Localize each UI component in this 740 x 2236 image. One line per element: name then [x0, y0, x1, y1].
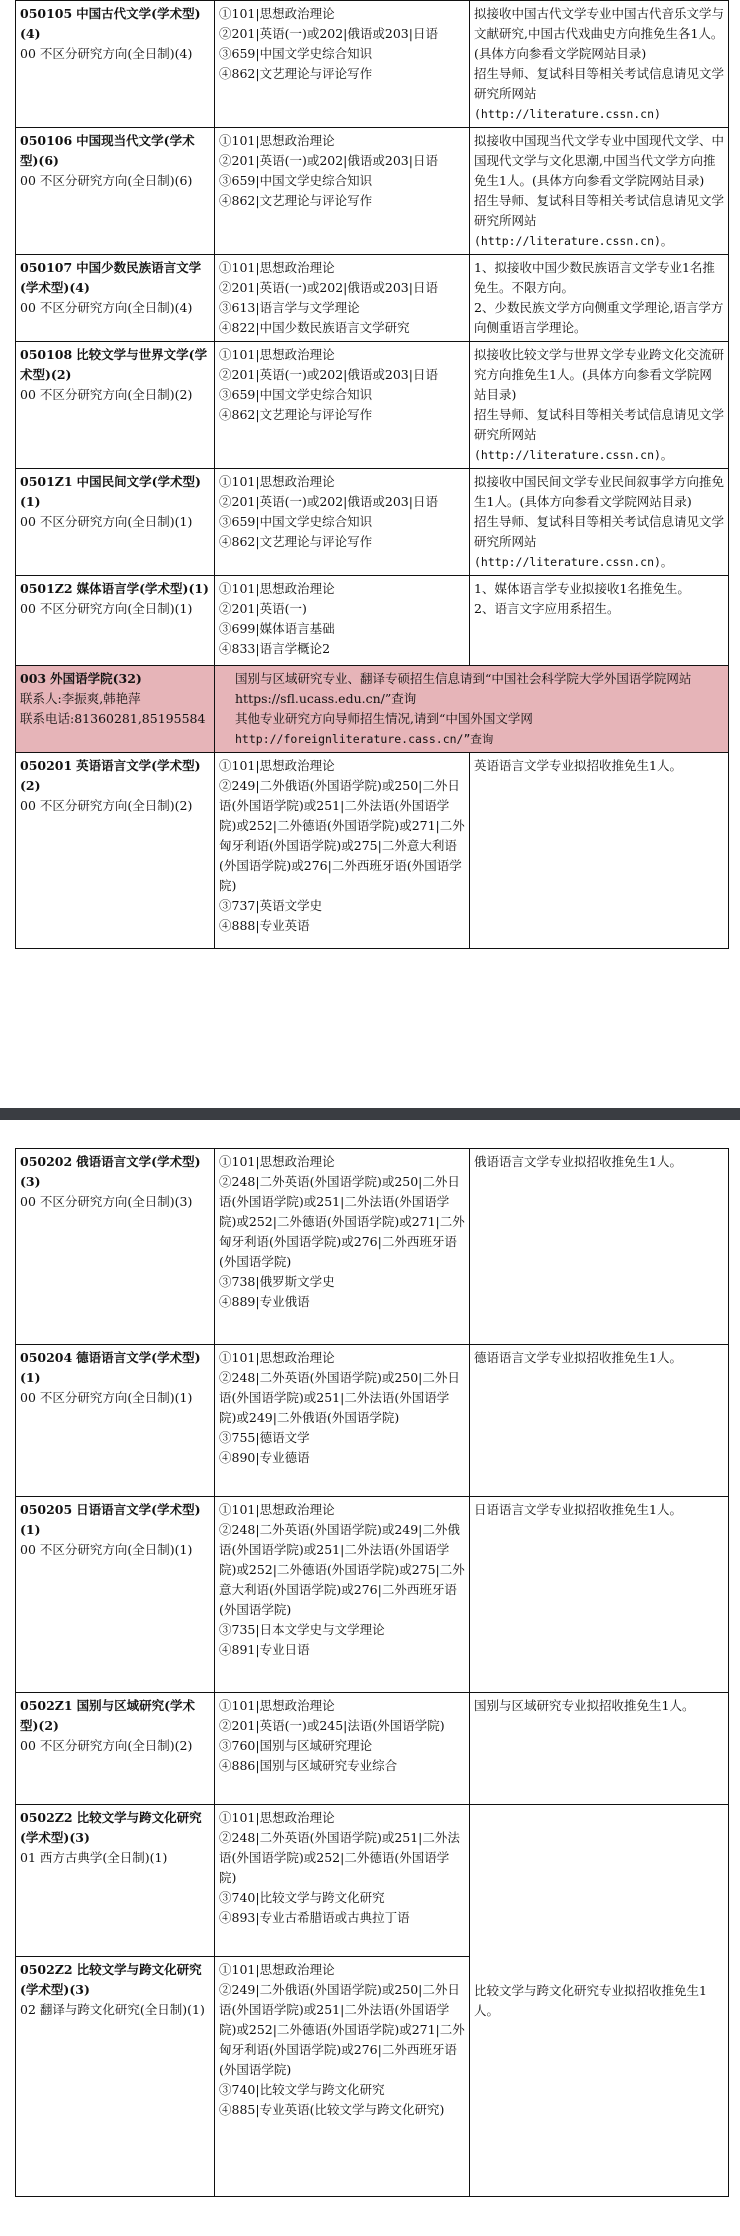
program-code: 050105	[20, 6, 73, 21]
college-link[interactable]: http://foreignliterature.cass.cn/”查询	[235, 732, 494, 746]
program-title: 国别与区域研究(学术型)(2)	[20, 1698, 196, 1733]
note-text: 2、少数民族文学方向侧重文学理论,语言学方向侧重语言学理论。	[474, 300, 724, 335]
program-title: 俄语语言文学(学术型)(3)	[20, 1154, 201, 1189]
exam-subject: ①101|思想政治理论	[219, 1698, 335, 1713]
exam-subject: ①101|思想政治理论	[219, 1154, 335, 1169]
program-code: 050201	[20, 758, 73, 773]
program-direction: 01 西方古典学(全日制)(1)	[20, 1850, 168, 1865]
program-cell	[16, 255, 215, 342]
note-cell	[470, 1149, 729, 1345]
table-row	[16, 1805, 729, 1957]
college-note: 其他专业研究方向导师招生情况,请到“中国外国文学网	[235, 711, 533, 726]
note-cell	[470, 1497, 729, 1693]
exam-subject: ①101|思想政治理论	[219, 347, 335, 362]
note-text: 拟接收中国现当代文学专业中国现代文学、中国现代文学与文化思潮,中国当代文学方向推免生1人。(具体方向参看文学院网站目录)	[474, 133, 725, 188]
program-title: 媒体语言学(学术型)(1)	[76, 581, 209, 596]
note-cell	[470, 255, 729, 342]
note-text: 招生导师、复试科目等相关考试信息请见文学研究所网站	[474, 66, 725, 101]
program-direction: 00 不区分研究方向(全日制)(2)	[20, 387, 193, 402]
table-row	[16, 1149, 729, 1345]
college-name: 外国语学院(32)	[50, 671, 142, 686]
exam-cell	[215, 576, 470, 666]
note-text: 俄语语言文学专业拟招收推免生1人。	[474, 1154, 682, 1169]
program-code: 0502Z2	[20, 1962, 73, 1977]
program-code: 0502Z2	[20, 1810, 73, 1825]
exam-cell	[215, 1345, 470, 1497]
exam-subject: ②201|英语(一)或245|法语(外国语学院)	[219, 1718, 445, 1733]
exam-subject: ④885|专业英语(比较文学与跨文化研究)	[219, 2102, 445, 2117]
exam-subject: ③659|中国文学史综合知识	[219, 514, 373, 529]
note-cell	[470, 576, 729, 666]
exam-subject: ④862|文艺理论与评论写作	[219, 534, 373, 549]
exam-subject: ③760|国别与区域研究理论	[219, 1738, 373, 1753]
program-direction: 00 不区分研究方向(全日制)(2)	[20, 1738, 193, 1753]
exam-subject: ③659|中国文学史综合知识	[219, 46, 373, 61]
exam-subject: ③740|比较文学与跨文化研究	[219, 2082, 385, 2097]
program-title: 比较文学与跨文化研究(学术型)(3)	[20, 1962, 202, 1997]
note-cell	[470, 469, 729, 576]
exam-subject: ①101|思想政治理论	[219, 474, 335, 489]
exam-subject: ④886|国别与区域研究专业综合	[219, 1758, 398, 1773]
exam-subject: ③659|中国文学史综合知识	[219, 387, 373, 402]
program-cell	[16, 342, 215, 469]
exam-subject: ④862|文艺理论与评论写作	[219, 66, 373, 81]
document-page-2	[15, 1148, 725, 2197]
program-direction: 02 翻译与跨文化研究(全日制)(1)	[20, 2002, 205, 2017]
program-direction: 00 不区分研究方向(全日制)(4)	[20, 300, 193, 315]
program-cell	[16, 1957, 215, 2197]
college-note: 国别与区域研究专业、翻译专硕招生信息请到“中国社会科学院大学外国语学院网站https://sfl.ucass.edu.cn/”查询	[235, 671, 692, 706]
table-row	[16, 1, 729, 128]
program-direction: 00 不区分研究方向(全日制)(2)	[20, 798, 193, 813]
exam-subject: ①101|思想政治理论	[219, 133, 335, 148]
table-row	[16, 469, 729, 576]
program-cell	[16, 1, 215, 128]
exam-subject: ②248|二外英语(外国语学院)或251|二外法语(外国语学院)或252|二外德语(外国语学院)	[219, 1830, 460, 1885]
program-direction: 00 不区分研究方向(全日制)(1)	[20, 1390, 193, 1405]
note-link[interactable]: (http://literature.cssn.cn)	[474, 107, 661, 121]
program-direction: 00 不区分研究方向(全日制)(4)	[20, 46, 193, 61]
exam-subject: ②201|英语(一)	[219, 601, 307, 616]
exam-cell	[215, 1149, 470, 1345]
program-code: 050106	[20, 133, 73, 148]
program-code: 050108	[20, 347, 73, 362]
note-text: 德语语言文学专业拟招收推免生1人。	[474, 1350, 682, 1365]
note-cell	[470, 342, 729, 469]
note-text: 拟接收中国古代文学专业中国古代音乐文学与文献研究,中国古代戏曲史方向推免生各1人。(具体方向参看文学院网站目录)	[474, 6, 725, 61]
table-row	[16, 128, 729, 255]
exam-subject: ③735|日本文学史与文学理论	[219, 1622, 385, 1637]
program-title: 日语语言文学(学术型)(1)	[20, 1502, 201, 1537]
program-direction: 00 不区分研究方向(全日制)(6)	[20, 173, 193, 188]
exam-subject: ④890|专业德语	[219, 1450, 310, 1465]
exam-subject: ③659|中国文学史综合知识	[219, 173, 373, 188]
exam-subject: ②248|二外英语(外国语学院)或250|二外日语(外国语学院)或251|二外法语(外国语学院)或249|二外俄语(外国语学院)	[219, 1370, 460, 1425]
exam-subject: ①101|思想政治理论	[219, 758, 335, 773]
exam-cell	[215, 255, 470, 342]
note-cell	[470, 1693, 729, 1805]
exam-cell	[215, 1957, 470, 2197]
program-table-page-1	[15, 0, 729, 949]
note-cell	[470, 1805, 729, 2197]
exam-subject: ②249|二外俄语(外国语学院)或250|二外日语(外国语学院)或251|二外法语(外国语学院)或252|二外德语(外国语学院)或271|二外匈牙利语(外国语学院)或276|二外西班牙语(外国语学院)	[219, 1982, 465, 2077]
exam-subject: ②201|英语(一)或202|俄语或203|日语	[219, 153, 438, 168]
exam-subject: ④833|语言学概论2	[219, 641, 331, 656]
note-text: 招生导师、复试科目等相关考试信息请见文学研究所网站	[474, 514, 725, 549]
exam-subject: ①101|思想政治理论	[219, 1502, 335, 1517]
exam-subject: ①101|思想政治理论	[219, 1810, 335, 1825]
exam-subject: ④891|专业日语	[219, 1642, 310, 1657]
note-cell	[470, 1, 729, 128]
exam-subject: ①101|思想政治理论	[219, 581, 335, 596]
exam-subject: ①101|思想政治理论	[219, 1350, 335, 1365]
college-phone: 联系电话:81360281,85195584	[20, 711, 206, 726]
note-text: 比较文学与跨文化研究专业拟招收推免生1人。	[474, 1982, 707, 2018]
note-text: 1、媒体语言学专业拟接收1名推免生。	[474, 581, 690, 596]
program-cell	[16, 469, 215, 576]
exam-subject: ①101|思想政治理论	[219, 260, 335, 275]
exam-subject: ②248|二外英语(外国语学院)或250|二外日语(外国语学院)或251|二外法语(外国语学院)或252|二外德语(外国语学院)或271|二外匈牙利语(外国语学院)或276|二外西班牙语(外国语学院)	[219, 1174, 465, 1269]
program-code: 050107	[20, 260, 73, 275]
exam-cell	[215, 1693, 470, 1805]
note-text: 日语语言文学专业拟招收推免生1人。	[474, 1502, 682, 1517]
note-text: 英语语言文学专业拟招收推免生1人。	[474, 758, 682, 773]
document-page-1	[15, 0, 725, 949]
exam-subject: ②201|英语(一)或202|俄语或203|日语	[219, 26, 438, 41]
exam-subject: ③737|英语文学史	[219, 898, 323, 913]
exam-subject: ③699|媒体语言基础	[219, 621, 335, 636]
exam-cell	[215, 128, 470, 255]
program-direction: 00 不区分研究方向(全日制)(3)	[20, 1194, 193, 1209]
table-row	[16, 1345, 729, 1497]
program-cell	[16, 1693, 215, 1805]
exam-subject: ②248|二外英语(外国语学院)或249|二外俄语(外国语学院)或251|二外法语(外国语学院)或252|二外德语(外国语学院)或275|二外意大利语(外国语学院)或276|二外西班牙语(外国语学院)	[219, 1522, 465, 1617]
note-link[interactable]: (http://literature.cssn.cn)。	[474, 448, 673, 462]
note-cell	[470, 753, 729, 949]
exam-subject: ④893|专业古希腊语或古典拉丁语	[219, 1910, 410, 1925]
program-title: 中国古代文学(学术型)(4)	[20, 6, 201, 41]
exam-subject: ②201|英语(一)或202|俄语或203|日语	[219, 494, 438, 509]
note-text: 招生导师、复试科目等相关考试信息请见文学研究所网站	[474, 407, 725, 442]
exam-subject: ③613|语言学与文学理论	[219, 300, 360, 315]
college-cell	[16, 666, 215, 753]
program-direction: 00 不区分研究方向(全日制)(1)	[20, 514, 193, 529]
program-code: 050202	[20, 1154, 73, 1169]
table-row	[16, 1497, 729, 1693]
exam-subject: ②249|二外俄语(外国语学院)或250|二外日语(外国语学院)或251|二外法语(外国语学院)或252|二外德语(外国语学院)或271|二外匈牙利语(外国语学院)或275|二外意大利语(外国语学院)或276|二外西班牙语(外国语学院)	[219, 778, 465, 893]
college-contact: 联系人:李振爽,韩艳萍	[20, 691, 141, 706]
note-text: 招生导师、复试科目等相关考试信息请见文学研究所网站	[474, 193, 725, 228]
exam-cell	[215, 753, 470, 949]
table-row	[16, 576, 729, 666]
program-cell	[16, 1345, 215, 1497]
college-header-row	[16, 666, 729, 753]
table-row	[16, 753, 729, 949]
program-code: 0501Z1	[20, 474, 73, 489]
program-table-page-2	[15, 1148, 729, 2197]
exam-subject: ①101|思想政治理论	[219, 1962, 335, 1977]
program-code: 0502Z1	[20, 1698, 73, 1713]
program-direction: 00 不区分研究方向(全日制)(1)	[20, 601, 193, 616]
program-title: 中国民间文学(学术型)(1)	[20, 474, 201, 509]
college-note-cell	[215, 666, 729, 753]
exam-cell	[215, 469, 470, 576]
exam-subject: ③755|德语文学	[219, 1430, 310, 1445]
table-row	[16, 342, 729, 469]
program-title: 英语语言文学(学术型)(2)	[20, 758, 201, 793]
note-link[interactable]: (http://literature.cssn.cn)。	[474, 234, 673, 248]
exam-cell	[215, 1, 470, 128]
note-text: 1、拟接收中国少数民族语言文学专业1名推免生。不限方向。	[474, 260, 715, 295]
program-cell	[16, 1805, 215, 1957]
note-text: 拟接收中国民间文学专业民间叙事学方向推免生1人。(具体方向参看文学院网站目录)	[474, 474, 725, 509]
page-divider	[0, 1108, 740, 1120]
table-row	[16, 1693, 729, 1805]
exam-cell	[215, 1805, 470, 1957]
program-cell	[16, 1497, 215, 1693]
program-title: 比较文学与跨文化研究(学术型)(3)	[20, 1810, 202, 1845]
table-row	[16, 255, 729, 342]
program-code: 050205	[20, 1502, 73, 1517]
exam-subject: ④888|专业英语	[219, 918, 310, 933]
program-title: 中国少数民族语言文学(学术型)(4)	[20, 260, 202, 295]
exam-subject: ②201|英语(一)或202|俄语或203|日语	[219, 367, 438, 382]
note-cell	[470, 1345, 729, 1497]
note-text: 国别与区域研究专业拟招收推免生1人。	[474, 1698, 695, 1713]
program-code: 050204	[20, 1350, 73, 1365]
program-direction: 00 不区分研究方向(全日制)(1)	[20, 1542, 193, 1557]
note-text: 2、语言文字应用系招生。	[474, 601, 620, 616]
exam-subject: ④889|专业俄语	[219, 1294, 310, 1309]
exam-subject: ④822|中国少数民族语言文学研究	[219, 320, 410, 335]
exam-cell	[215, 1497, 470, 1693]
program-title: 中国现当代文学(学术型)(6)	[20, 133, 195, 168]
note-cell	[470, 128, 729, 255]
program-cell	[16, 576, 215, 666]
exam-subject: ③740|比较文学与跨文化研究	[219, 1890, 385, 1905]
note-text: 拟接收比较文学与世界文学专业跨文化交流研究方向推免生1人。(具体方向参看文学院网站目录)	[474, 347, 725, 402]
program-title: 德语语言文学(学术型)(1)	[20, 1350, 201, 1385]
exam-subject: ③738|俄罗斯文学史	[219, 1274, 335, 1289]
exam-subject: ①101|思想政治理论	[219, 6, 335, 21]
note-link[interactable]: (http://literature.cssn.cn)。	[474, 555, 673, 569]
exam-subject: ④862|文艺理论与评论写作	[219, 407, 373, 422]
program-title: 比较文学与世界文学(学术型)(2)	[20, 347, 208, 382]
program-code: 0501Z2	[20, 581, 73, 596]
program-cell	[16, 128, 215, 255]
program-cell	[16, 753, 215, 949]
exam-subject: ④862|文艺理论与评论写作	[219, 193, 373, 208]
exam-cell	[215, 342, 470, 469]
college-code: 003	[20, 671, 47, 686]
program-cell	[16, 1149, 215, 1345]
exam-subject: ②201|英语(一)或202|俄语或203|日语	[219, 280, 438, 295]
